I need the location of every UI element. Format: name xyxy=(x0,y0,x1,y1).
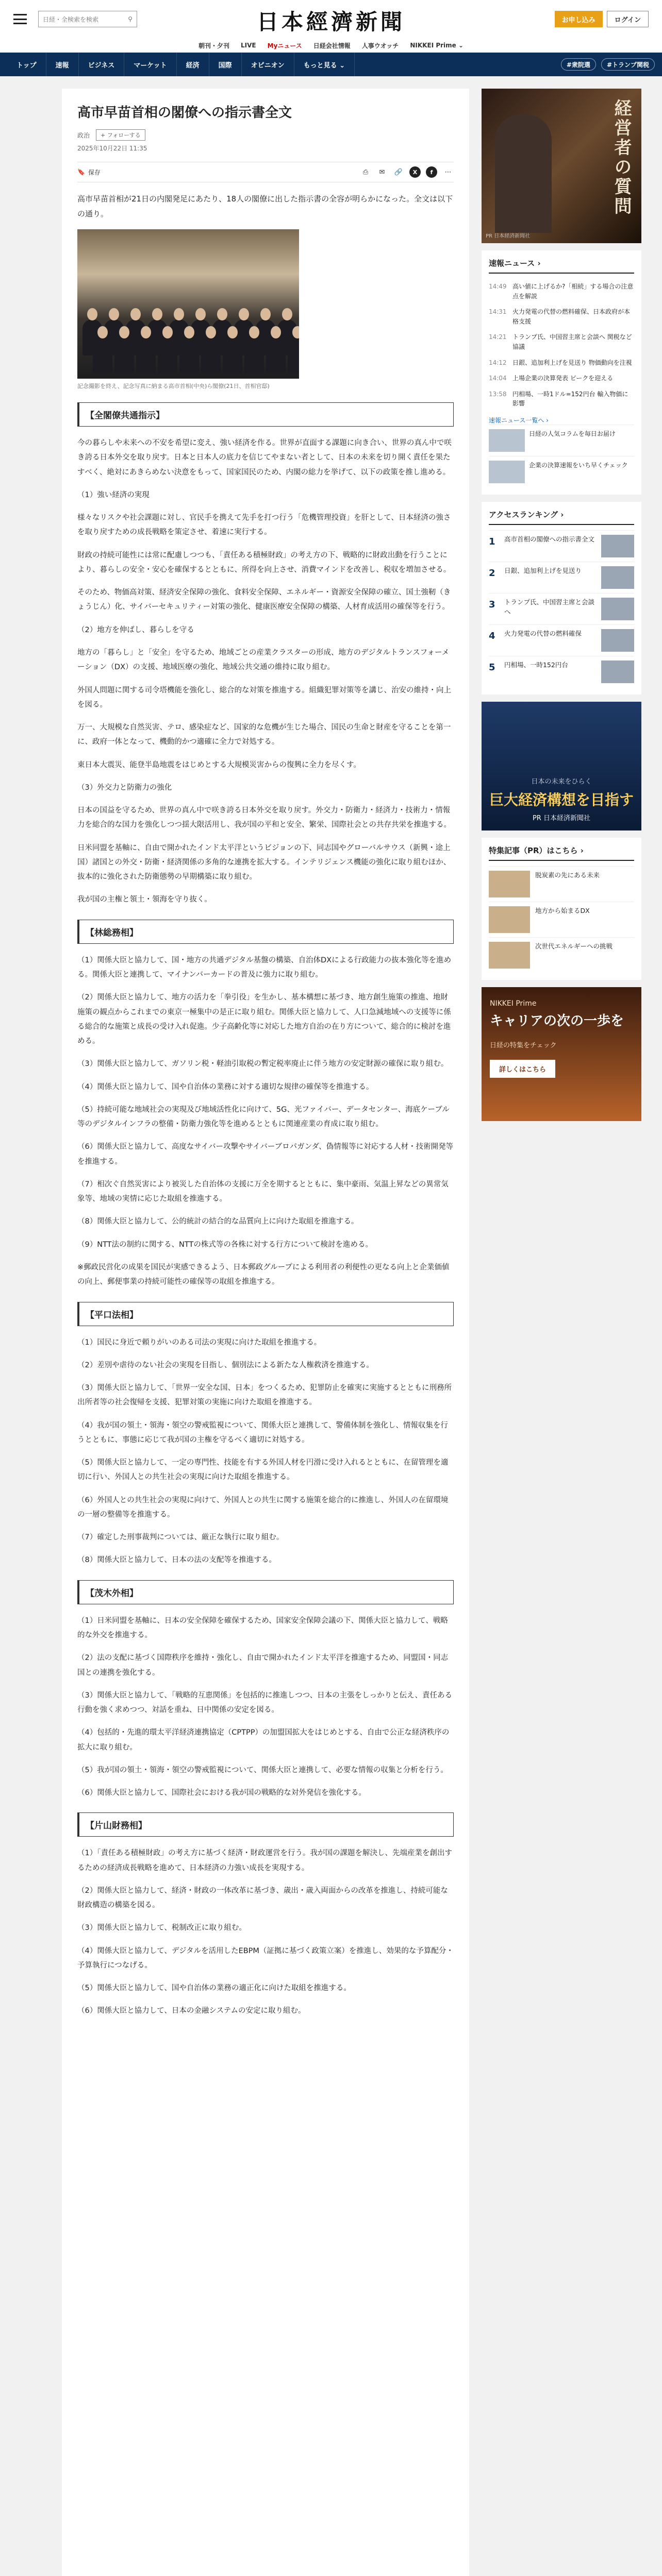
link-icon[interactable]: 🔗 xyxy=(394,168,403,176)
article-paragraph: 日米同盟を基軸に、自由で開かれたインド太平洋というビジョンの下、同志国やグローバルサウス（新興・途上国）諸国との外交・防衛・経済関係の多角的な連携を拡大する。インテリジェンス機能の強化に取り組むほか、抜本的に強化された防衛態勢の早期構築に取り組む。 xyxy=(77,843,451,882)
article-paragraph: 今の暮らしや未来への不安を希望に変え、強い経済を作る。世界が直面する課題に向き合い、世界の真ん中で咲き誇る日本外交を取り戻す。日本と日本人の底力を信じてやまない者として、日本の未来を切り開く責任を果たすべく、絶対にあきらめない決意をもって、国家国民のため、内閣の総力を挙げて、以下の政策を推し進める。 xyxy=(77,439,452,477)
ranking-box xyxy=(482,502,641,694)
feature-thumbnail xyxy=(489,906,530,933)
article-paragraph: （1）強い経済の実現 xyxy=(77,490,150,499)
news-headline[interactable]: 高い値に上げるか?「相続」する場合の注意点を解説 xyxy=(512,283,634,300)
article-paragraph: （2）関係大臣と協力して、地方の活力を「拳引役」を生かし、基本構想に基づき、地方創生施策の推進、地財施策の観点からこれまでの東京一極集中の是正に取り組む。関係大臣と協力して、人口急減地域への支援等に係る総合的な施策と成長の受け入れ促進。少子高齢化等に対応した地方自治の在り方について、総合的に検討を進める。 xyxy=(77,993,451,1046)
photo-figure-head xyxy=(217,308,227,320)
photo-figure-head xyxy=(174,308,184,320)
ranking-thumbnail xyxy=(601,598,634,620)
article-lead: 高市早苗首相が21日の内閣発足にあたり、18人の閣僚に出した指示書の全容が明らかになった。全文は以下の通り。 xyxy=(77,194,453,218)
photo-figure-head xyxy=(206,326,216,338)
ranking-thumbnail xyxy=(601,660,634,683)
nav-item[interactable]: トップ xyxy=(7,53,46,76)
search-input[interactable] xyxy=(38,11,137,27)
photo-figure-head xyxy=(239,308,249,320)
nav-item[interactable]: もっと見る ⌄ xyxy=(294,53,355,76)
ad-banner-bottom[interactable] xyxy=(482,987,641,1121)
article-paragraph: 様々なリスクや社会課題に対し、官民手を携えて先手を打つ行う「危機管理投資」を肝として、日本経済の強さを取り戻すための成長戦略を策定させ、着速に実行する。 xyxy=(77,514,451,537)
article-body xyxy=(77,402,454,2019)
feature-list xyxy=(489,866,634,973)
article-paragraph: （6）外国人との共生社会の実現に向けて、外国人との共生に関する施策を総合的に推進し、外国人の在留環境の一層の整備等を推進する。 xyxy=(77,1496,449,1519)
article-paragraph: 日本の国益を守るため、世界の真ん中で咲き誇る日本外交を取り戻す。外交力・防衛力・経済力・技術力・情報力を総合的な国力を強化しつつ揺大限活用し、我が国の平和と安全、繁栄、国際社会との共存共栄を推進する。 xyxy=(77,806,451,829)
ad-bot-caption: 日経の特集をチェック xyxy=(489,1041,557,1049)
login-button[interactable]: ログイン xyxy=(607,11,649,27)
feature-item[interactable] xyxy=(489,866,634,902)
article-paragraph: （2）関係大臣と協力して、経済・財政の一体改革に基づき、歳出・歳入両面からの改革を推進し、持続可能な財政構造の構築を図る。 xyxy=(77,1886,448,1910)
ranking-number: 3 xyxy=(488,599,495,610)
photo-figure-head xyxy=(97,326,108,338)
photo-figure-head xyxy=(141,326,151,338)
news-time: 14:04 xyxy=(488,375,507,382)
article-paragraph: （6）関係大臣と協力して、国際社会における我が国の戦略的な対外発信を強化する。 xyxy=(77,1789,366,1798)
article-paragraph: ※郵政民営化の成果を国民が実感できるよう、日本郵政グループによる利用者の利便性の更なる向上と企業価値の向上、郵便事業の持続可能性の確保等の取組を推進する。 xyxy=(77,1263,450,1286)
photo-figure-head xyxy=(119,326,129,338)
section-heading: 【平口法相】 xyxy=(77,1302,454,1326)
promo-thumbnail xyxy=(489,429,525,452)
latest-news-list xyxy=(489,279,634,412)
article-paragraph: （3）関係大臣と協力して、税制改正に取り組む。 xyxy=(77,1924,246,1933)
ad-bot-button[interactable]: 詳しくはこちら xyxy=(490,1060,555,1078)
article-paragraph: （4）関係大臣と協力して、国や自治体の業務に対する適切な規律の確保等を推進する。 xyxy=(77,1082,374,1091)
ranking-thumbnail xyxy=(601,629,634,652)
photo-figure xyxy=(158,337,177,374)
article-title: 高市早苗首相の閣僚への指示書全文 xyxy=(77,105,292,121)
feature-thumbnail xyxy=(489,871,530,897)
subscribe-button[interactable]: お申し込み xyxy=(555,11,603,27)
ranking-headline[interactable]: 日銀、追加利上げを見送り xyxy=(504,566,582,574)
hashtag-link[interactable]: #衆院選 xyxy=(561,58,596,71)
article-paragraph: （3）関係大臣と協力して、「戦略的互恵関係」を包括的に推進しつつ、日本の主張をしっかりと伝え、責任ある行動を強く求めつつ、対話を重ね、日中関係の安定を図る。 xyxy=(77,1691,452,1715)
follow-button[interactable]: + フォローする xyxy=(96,129,145,141)
article-paragraph: そのため、物価高対策、経済安全保障の強化、食料安全保障、エネルギー・資源安全保障の確立、国土強靭（きょうじん）化、サイバーセキュリティー対策の強化、健康医療安全保障の構築、人材育成活用の確保等を行う。 xyxy=(77,588,451,612)
share-bar xyxy=(77,162,454,182)
ranking-item[interactable] xyxy=(489,656,634,687)
ranking-number: 5 xyxy=(488,662,495,673)
article-paragraph: 財政の持続可能性には常に配慮しつつも、「責任ある積極財政」の考え方の下、戦略的に財政出動を行うことにより、暮らしの安全・安心を確保するとともに、所得を向上させ、消費マインドを改善し、税収を増加させる。 xyxy=(77,551,451,574)
article-paragraph: 我が国の主権と領土・領海を守り抜く。 xyxy=(77,895,212,904)
ranking-headline[interactable]: 円相場、一時152円台 xyxy=(504,660,568,669)
facebook-share-icon[interactable]: f xyxy=(426,166,437,178)
article-paragraph: （2）法の支配に基づく国際秩序を維持・強化し、自由で開かれたインド太平洋を推進するため、同盟国・同志国との連携を強化する。 xyxy=(77,1654,449,1677)
article-paragraph: （1）国民に身近で頼りがいのある司法の実現に向けた取組を推進する。 xyxy=(77,1338,322,1347)
photo-figure-head xyxy=(292,326,299,338)
ranking-number: 2 xyxy=(488,567,495,579)
ranking-number: 1 xyxy=(488,536,495,547)
nav-item[interactable]: 速報 xyxy=(46,53,79,76)
photo-figure xyxy=(93,337,112,374)
ad-banner-top[interactable] xyxy=(482,89,641,243)
photo-figure-head xyxy=(195,308,206,320)
nav-item[interactable]: 経済 xyxy=(177,53,209,76)
article-paragraph: （3）関係大臣と協力して、ガソリン税・軽油引取税の暫定税率廃止に伴う地方の安定財源の確保に取り組む。 xyxy=(77,1060,449,1069)
save-label: 保存 xyxy=(88,168,101,176)
cabinet-photo[interactable] xyxy=(77,229,299,379)
news-time: 14:31 xyxy=(488,308,507,316)
ranking-item[interactable] xyxy=(489,530,634,562)
news-headline[interactable]: 火力発電の代替の燃料確保、日本政府が本格支援 xyxy=(512,308,630,325)
subnav-item[interactable]: Myニュース xyxy=(267,42,302,49)
search-icon[interactable]: ⚲ xyxy=(128,15,133,23)
article-paragraph: （4）我が国の領土・領海・領空の警戒監視について、関係大臣と連携して、警備体制を強化し、情報収集を行うとともに、事態に応じて我が国の主権を守るべく適切に対処する。 xyxy=(77,1421,448,1444)
photo-figure-head xyxy=(184,326,194,338)
photo-figure-head xyxy=(271,326,281,338)
photo-figure xyxy=(288,337,299,374)
site-logo[interactable]: 日本經濟新聞 xyxy=(256,9,406,35)
latest-news-item[interactable] xyxy=(489,370,634,386)
top-header xyxy=(0,0,662,38)
auth-buttons xyxy=(555,11,649,27)
feature-item[interactable] xyxy=(489,902,634,937)
latest-news-item[interactable] xyxy=(489,355,634,371)
photo-figure-head xyxy=(152,308,162,320)
section-heading: 【片山財務相】 xyxy=(77,1812,454,1837)
x-share-icon[interactable]: X xyxy=(409,166,421,178)
news-headline[interactable]: 円相場、一時1ドル=152円台 輸入物価に影響 xyxy=(512,390,628,408)
photo-figure xyxy=(179,337,199,374)
article-paragraph: （4）関係大臣と協力して、デジタルを活用したEBPM（証拠に基づく政策立案）を推進し、効果的な予算配分・予算執行につなげる。 xyxy=(77,1946,454,1970)
photo-figure xyxy=(244,337,264,374)
section-heading: 【全閣僚共通指示】 xyxy=(77,402,454,427)
feature-thumbnail xyxy=(489,942,530,969)
news-time: 14:49 xyxy=(488,283,507,290)
photo-figure xyxy=(201,337,221,374)
hashtag-link[interactable]: #トランプ関税 xyxy=(601,58,655,71)
ranking-thumbnail xyxy=(601,566,634,589)
photo-figure xyxy=(114,337,134,374)
ranking-number: 4 xyxy=(488,630,495,641)
photo-figure-head xyxy=(249,326,259,338)
photo-figure-head xyxy=(109,308,119,320)
nav-item[interactable]: オピニオン xyxy=(242,53,294,76)
more-share-icon[interactable]: ⋯ xyxy=(444,168,452,176)
feature-headline[interactable]: 脱炭素の先にある未来 xyxy=(535,871,600,879)
ad-mid-subtitle: 日本の未来をひらく xyxy=(531,777,592,786)
article-paragraph: （8）関係大臣と協力して、日本の法の支配等を推進する。 xyxy=(77,1556,276,1565)
ranking-thumbnail xyxy=(601,535,634,557)
hamburger-menu-icon[interactable] xyxy=(13,14,27,24)
ranking-list xyxy=(489,530,634,687)
bookmark-icon: 🔖 xyxy=(77,168,85,176)
ad-mid-headline: 巨大経済構想を目指す xyxy=(489,791,634,808)
ranking-item[interactable] xyxy=(489,593,634,624)
search-placeholder: 日経・全検索を検索 xyxy=(43,15,99,23)
sidebar xyxy=(482,89,641,2576)
photo-figure xyxy=(266,337,286,374)
article-meta xyxy=(77,129,454,141)
feature-box xyxy=(482,838,641,980)
feature-item[interactable] xyxy=(489,937,634,973)
article-paragraph: （9）NTT法の制約に関する、NTTの株式等の各株に対する行方について検討を進める。 xyxy=(77,1240,373,1249)
latest-news-item[interactable] xyxy=(489,386,634,412)
promo-text[interactable]: 日経の人気コラムを毎日お届け xyxy=(528,430,616,437)
article-paragraph: （5）関係大臣と協力して、一定の専門性、技能を有する外国人材を円滑に受け入れるとともに、在留管理を適切に行い、外国人との共生社会の実現に向けた取組を推進する。 xyxy=(77,1459,449,1482)
article-paragraph: （6）関係大臣と協力して、高度なサイバー攻撃やサイバーブロパガンダ、偽情報等に対応する人材・技術開発等を推進する。 xyxy=(77,1143,454,1166)
promo-list xyxy=(489,425,634,487)
article-paragraph: （8）関係大臣と協力して、公的統計の結合的な品質向上に向けた取組を推進する。 xyxy=(77,1217,359,1226)
photo-figure-head xyxy=(130,308,141,320)
photo-caption: 記念撮影を終え、記念写真に納まる高市首相(中央)ら閣僚(21日、首相官邸) xyxy=(77,383,270,390)
ranking-item[interactable] xyxy=(489,624,634,656)
latest-news-item[interactable] xyxy=(489,329,634,354)
article-paragraph: 外国人問題に関する司令塔機能を強化し、総合的な対策を推進する。組織犯罪対策等を講じ、治安の維持・向上を図る。 xyxy=(77,686,451,709)
photo-figure-head xyxy=(260,308,271,320)
article-paragraph: （4）包括的・先進的環太平洋経済連携協定（CPTPP）の加盟国拡大をはじめとする、自由で公正な経済秩序の拡大に取り組む。 xyxy=(77,1728,450,1752)
ad-bot-subtitle: NIKKEI Prime xyxy=(489,999,537,1008)
article-date: 2025年10月22日 11:35 xyxy=(77,145,147,152)
subnav-item[interactable]: 朝刊・夕刊 xyxy=(198,42,229,49)
photo-figure-head xyxy=(282,308,292,320)
article-paragraph: （7）相次ぐ自然災害により被災した自治体の支援に万全を期するとともに、集中豪雨、気温上昇などの異常気象等、地域の実情に応じた取組を推進する。 xyxy=(77,1180,449,1204)
news-time: 13:58 xyxy=(488,390,507,398)
latest-news-item[interactable] xyxy=(489,279,634,304)
article-paragraph: （3）関係大臣と協力して、「世界一安全な国、日本」をつくるため、犯罪防止を確実に実施するとともに刑務所出所者等の社会復帰を支援、犯罪対策の実施に向けた取組を推進する。 xyxy=(77,1384,452,1407)
ranking-headline[interactable]: トランプ氏、中国習主席と会談へ xyxy=(504,598,594,616)
print-icon[interactable]: ⎙ xyxy=(362,168,369,176)
subnav-item[interactable]: 日経会社情報 xyxy=(313,42,351,49)
sub-navigation xyxy=(0,38,662,53)
article-paragraph: （6）関係大臣と協力して、日本の金融システムの安定に取り組む。 xyxy=(77,2007,306,2015)
subnav-item[interactable]: LIVE xyxy=(240,42,256,49)
latest-news-box xyxy=(482,250,641,495)
nav-item[interactable]: マーケット xyxy=(124,53,176,76)
article-paragraph: （5）関係大臣と協力して、国や自治体の業務の適正化に向けた取組を推進する。 xyxy=(77,1984,351,1993)
article-paragraph: （2）差別や虐待のない社会の実現を目指し、個別法による新たな人権救済を推進する。 xyxy=(77,1361,374,1369)
news-headline[interactable]: トランプ氏、中国習主席と会談へ 関税など協議 xyxy=(512,333,632,350)
article xyxy=(62,89,469,2576)
article-paragraph: （1）「責任ある積極財政」の考え方に基づく経済・財政運営を行う。我が国の課題を解決し、先端産業を創出するための経済成長戦略を進めて、日本経済の力強い成長を実現する。 xyxy=(77,1849,452,1872)
page-body xyxy=(0,76,662,2576)
promo-thumbnail xyxy=(489,461,525,483)
article-paragraph: 万一、大規模な自然災害、テロ、感染症など、国家的な危機が生じた場合、国民の生命と財産を守ることを第一に、政府一体となって、機動的かつ適確に全力で対処する。 xyxy=(77,723,451,747)
ranking-item[interactable] xyxy=(489,562,634,593)
news-headline[interactable]: 上場企業の決算発表 ピークを迎える xyxy=(512,375,614,382)
latest-news-item[interactable] xyxy=(489,304,634,329)
ad-banner-middle[interactable] xyxy=(482,702,641,831)
ranking-headline[interactable]: 高市首相の閣僚への指示書全文 xyxy=(504,535,594,543)
photo-figure-head xyxy=(87,308,97,320)
ad-portrait xyxy=(495,114,552,233)
article-paragraph: （5）持続可能な地域社会の実現及び地域活性化に向けて、5G、光ファイバー、データセンター、海底ケーブル等のデジタルインフラの整備・防衛力強化等を進めるとともに関連産業の育成に取り組む。 xyxy=(77,1105,450,1129)
subnav-item[interactable]: 人事ウオッチ xyxy=(361,42,399,49)
gift-icon[interactable]: ✉ xyxy=(379,168,385,176)
feature-headline[interactable]: 次世代エネルギーへの挑戦 xyxy=(535,942,613,950)
article-paragraph: （5）我が国の領土・領海・領空の警戒監視について、関係大臣と連携して、必要な情報の収集と分析を行う。 xyxy=(77,1766,448,1774)
promo-item[interactable] xyxy=(489,456,634,487)
ranking-heading[interactable]: アクセスランキング › xyxy=(489,509,634,525)
news-time: 14:12 xyxy=(488,359,507,366)
news-headline[interactable]: 日銀、追加利上げを見送り 物価動向を注視 xyxy=(512,359,632,366)
ad-mid-caption: PR 日本経済新聞社 xyxy=(532,814,590,822)
article-paragraph: （2）地方を伸ばし、暮らしを守る xyxy=(77,625,194,634)
feature-headline[interactable]: 地方から始まるDX xyxy=(535,906,590,914)
article-category[interactable]: 政治 xyxy=(77,131,90,139)
nav-item[interactable]: 国際 xyxy=(209,53,242,76)
feature-heading[interactable]: 特集記事（PR）はこちら › xyxy=(489,845,634,861)
ad-bot-headline: キャリアの次の一歩を xyxy=(489,1013,624,1029)
news-time: 14:21 xyxy=(488,333,507,341)
ad-label: PR 日本経済新聞社 xyxy=(485,233,531,239)
main-navigation xyxy=(0,53,662,76)
section-heading: 【林総務相】 xyxy=(77,920,454,944)
latest-news-heading[interactable]: 速報ニュース › xyxy=(489,258,634,274)
nav-item[interactable]: ビジネス xyxy=(79,53,125,76)
article-paragraph: 地方の「暮らし」と「安全」を守るため、地域ごとの産業クラスターの形成、地方のデジタルトランスフォーメーション（DX）の支援、地域医療の強化、地域公共交通の維持に取り組む。 xyxy=(77,649,450,672)
photo-figure-head xyxy=(162,326,173,338)
photo-figure xyxy=(223,337,242,374)
ranking-headline[interactable]: 火力発電の代替の燃料確保 xyxy=(504,629,582,637)
photo-figure xyxy=(136,337,156,374)
article-paragraph: （1）日米同盟を基軸に、日本の安全保障を確保するため、国家安全保障会議の下、関係大臣と協力して、戦略的な外交を推進する。 xyxy=(77,1616,448,1639)
photo-figure-head xyxy=(227,326,238,338)
save-button[interactable] xyxy=(77,168,101,177)
ad-headline: 経営者の質問 xyxy=(611,99,632,216)
article-paragraph: （7）確定した刑事裁判については、厳正な執行に取り組む。 xyxy=(77,1533,284,1542)
article-paragraph: （1）関係大臣と協力して、国・地方の共通デジタル基盤の構築、自治体DXによる行政能力の抜本強化等を進める。関係大臣と連携して、マイナンバーカードの普及に強力に取り組む。 xyxy=(77,956,452,979)
article-paragraph: （3）外交力と防衛力の強化 xyxy=(77,783,172,792)
promo-text[interactable]: 企業の決算速報をいち早くチェック xyxy=(528,461,628,469)
article-paragraph: 東日本大震災、能登半島地震をはじめとする大規模災害からの復興に全力を尽くす。 xyxy=(77,760,361,769)
promo-item[interactable] xyxy=(489,425,634,456)
latest-news-more-link[interactable]: 速報ニュース一覧へ › xyxy=(488,416,549,424)
section-heading: 【茂木外相】 xyxy=(77,1580,454,1604)
subnav-item[interactable]: NIKKEI Prime ⌄ xyxy=(410,42,464,49)
